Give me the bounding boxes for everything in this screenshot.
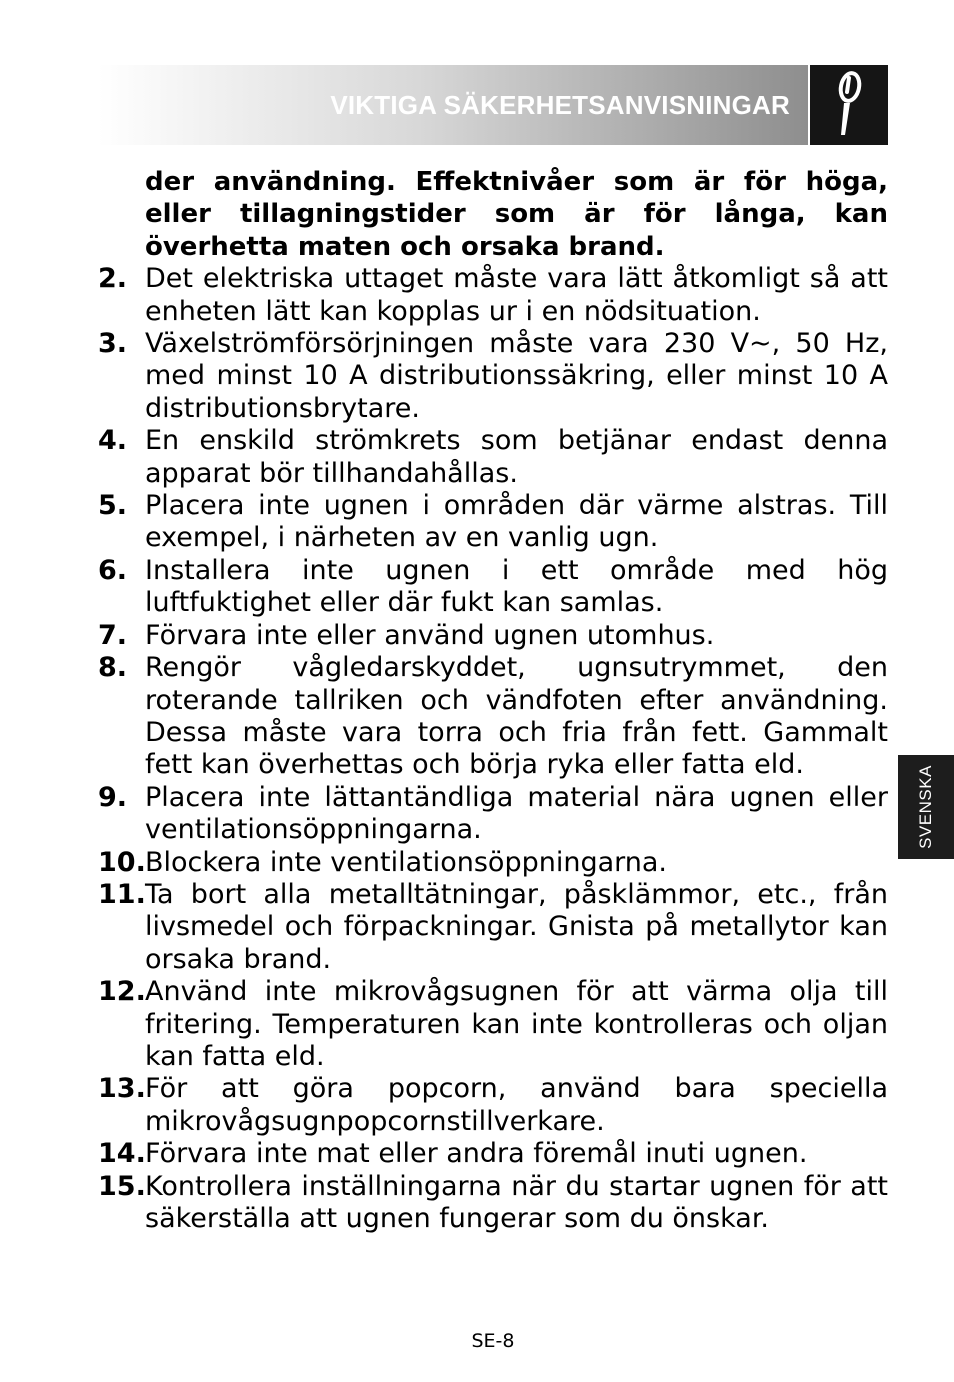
item-text: Använd inte mikrovågsugnen för att värma olja till fritering. Temperaturen kan inte kontrolleras och oljan kan fatta eld. xyxy=(145,976,888,1072)
list-item xyxy=(98,1138,888,1170)
item-text: Det elektriska uttaget måste vara lätt åtkomligt så att enheten lätt kan kopplas ur i en nödsituation. xyxy=(145,263,888,327)
item-number: 14. xyxy=(98,1138,146,1170)
section-header xyxy=(98,65,808,145)
item-number: 9. xyxy=(98,781,128,813)
list-item xyxy=(98,425,888,490)
item-number: 11. xyxy=(98,878,146,910)
item-number: 15. xyxy=(98,1170,146,1202)
list-item xyxy=(98,555,888,620)
item-text: Kontrollera inställningarna när du startar ugnen för att säkerställa att ugnen fungerar som du önskar. xyxy=(145,1170,888,1234)
page-number: SE-8 xyxy=(471,1330,515,1352)
item-text: Förvara inte eller använd ugnen utomhus. xyxy=(145,619,715,651)
item-number: 12. xyxy=(98,976,146,1008)
warning-icon-box xyxy=(810,65,888,145)
item-number: 10. xyxy=(98,846,146,878)
item-text: För att göra popcorn, använd bara speciella mikrovågsugnpopcornstillverkare. xyxy=(145,1073,888,1137)
exclamation-pin-icon xyxy=(810,65,888,145)
item-number: 7. xyxy=(98,619,128,651)
item-number: 5. xyxy=(98,490,128,522)
list-item xyxy=(98,847,888,879)
list-item xyxy=(98,1073,888,1138)
item-text: Placera inte ugnen i områden där värme alstras. Till exempel, i närheten av en vanlig ugn. xyxy=(145,490,888,554)
language-tab-label: SVENSKA xyxy=(916,765,935,849)
item-text: Blockera inte ventilationsöppningarna. xyxy=(145,846,667,878)
section-title: VIKTIGA SÄKERHETSANVISNINGAR xyxy=(330,90,790,120)
list-item xyxy=(98,490,888,555)
item-number: 2. xyxy=(98,263,128,295)
list-item xyxy=(98,328,888,425)
item-text: Placera inte lättantändliga material nära ugnen eller ventilationsöppningarna. xyxy=(145,781,888,846)
list-item xyxy=(98,620,888,652)
item-number: 8. xyxy=(98,652,128,684)
list-item xyxy=(98,879,888,976)
language-tab xyxy=(898,755,954,859)
list-item xyxy=(98,1171,888,1236)
item-text: Förvara inte mat eller andra föremål inuti ugnen. xyxy=(145,1138,808,1170)
safety-instructions xyxy=(98,166,888,1235)
item-number: 13. xyxy=(98,1073,146,1105)
item-number: 3. xyxy=(98,328,128,360)
intro-paragraph: der användning. Effektnivåer som är för höga, eller tillagningstider som är för långa, kan överhetta maten och orsaka brand. xyxy=(145,167,888,262)
item-text: Ta bort alla metalltätningar, påsklämmor, etc., från livsmedel och förpackningar. Gnista på metallytor kan orsaka brand. xyxy=(145,878,888,975)
item-text: Rengör vågledarskyddet, ugnsutrymmet, den roterande tallriken och vändfoten efter användning. Dessa måste vara torra och fria från fett. Gammalt fett kan överhettas och börja ryka eller fatta eld. xyxy=(145,652,888,781)
item-text: Installera inte ugnen i ett område med hög luftfuktighet eller där fukt kan samlas. xyxy=(145,554,888,619)
item-text: En enskild strömkrets som betjänar endast denna apparat bör tillhandahållas. xyxy=(145,425,888,489)
list-item xyxy=(98,652,888,782)
item-number: 6. xyxy=(98,554,128,586)
list-item xyxy=(98,782,888,847)
instruction-list xyxy=(98,263,888,1235)
item-text: Växelströmförsörjningen måste vara 230 V~, 50 Hz, med minst 10 A distributionssäkring, eller minst 10 A distributionsbrytare. xyxy=(145,328,888,424)
list-item xyxy=(98,976,888,1073)
item-number: 4. xyxy=(98,425,128,457)
list-item xyxy=(98,263,888,328)
